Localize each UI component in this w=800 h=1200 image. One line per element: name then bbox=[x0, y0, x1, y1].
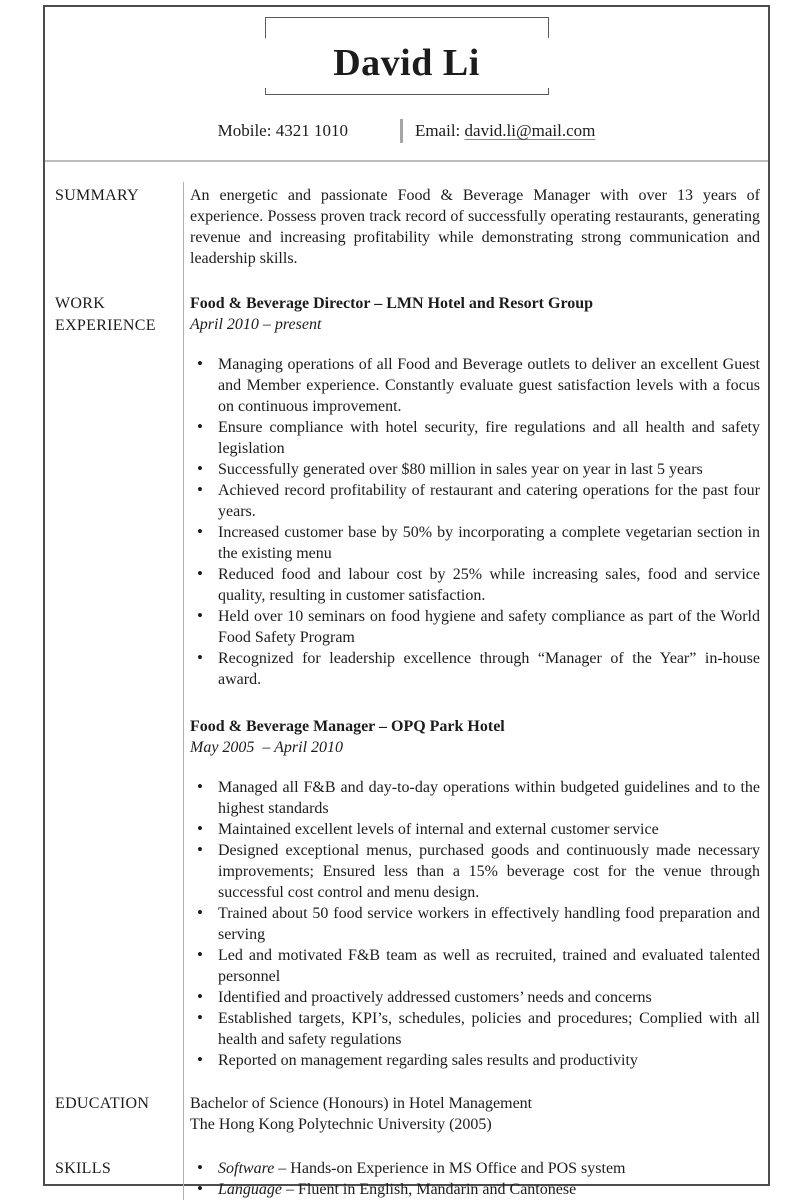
bullet-item: • Held over 10 seminars on food hygiene and safety compliance as part of the World Food Safety Program bbox=[218, 606, 760, 648]
skills-bullet-list bbox=[190, 1158, 760, 1200]
summary-label: SUMMARY bbox=[55, 187, 139, 204]
bullet-item: • Increased customer base by 50% by incorporating a complete vegetarian section in the existing menu bbox=[218, 522, 760, 564]
job-entry-1 bbox=[190, 293, 760, 690]
email-link[interactable]: david.li@mail.com bbox=[464, 121, 596, 140]
bullet-item: • Maintained excellent levels of internal and external customer service bbox=[218, 819, 760, 840]
bullet-item: • Managing operations of all Food and Beverage outlets to deliver an excellent Guest and Member experience. Constantly evaluate guest satisfaction levels with a focus on continuous improvement. bbox=[218, 354, 760, 417]
education-degree: Bachelor of Science (Honours) in Hotel Management bbox=[190, 1095, 533, 1112]
bullet-item: • Recognized for leadership excellence through “Manager of the Year” in-house award. bbox=[218, 648, 760, 690]
skill-description: – Fluent in English, Mandarin and Cantonese bbox=[286, 1181, 577, 1198]
bullet-item: • Achieved record profitability of restaurant and catering operations for the past four years. bbox=[218, 480, 760, 522]
skills-content bbox=[183, 1158, 768, 1200]
section-summary bbox=[45, 185, 768, 269]
section-education bbox=[45, 1093, 768, 1135]
skills-label: SKILLS bbox=[55, 1160, 112, 1177]
education-content bbox=[183, 1093, 768, 1135]
contact-line bbox=[45, 119, 768, 143]
section-work-experience bbox=[45, 293, 768, 1071]
mobile-label: Mobile: bbox=[217, 121, 272, 140]
skill-item bbox=[218, 1179, 760, 1200]
bullet-item: • Reported on management regarding sales results and productivity bbox=[218, 1050, 760, 1071]
job-entry-2 bbox=[190, 716, 760, 1071]
bullet-item: • Identified and proactively addressed customers’ needs and concerns bbox=[218, 987, 760, 1008]
job-dates: April 2010 – present bbox=[190, 316, 322, 333]
skill-term: Software bbox=[218, 1160, 275, 1177]
job-dates: May 2005 – April 2010 bbox=[190, 739, 344, 756]
bullet-item: • Ensure compliance with hotel security, fire regulations and all health and safety legislation bbox=[218, 417, 760, 459]
contact-divider bbox=[400, 119, 403, 143]
job-bullet-list bbox=[190, 354, 760, 690]
summary-content bbox=[183, 185, 768, 269]
bullet-item: • Trained about 50 food service workers in effectively handling food preparation and serving bbox=[218, 903, 760, 945]
bullet-item: • Reduced food and labour cost by 25% while increasing sales, food and service quality, resulting in customer satisfaction. bbox=[218, 564, 760, 606]
skill-description: – Hands-on Experience in MS Office and POS system bbox=[278, 1160, 626, 1177]
name-band bbox=[244, 38, 570, 88]
job-title: Food & Beverage Manager – OPQ Park Hotel bbox=[190, 718, 505, 735]
bullet-item: • Designed exceptional menus, purchased goods and continuously made necessary improvements; Ensured less than a 15% beverage cost for the venue through successful cost control and menu design. bbox=[218, 840, 760, 903]
summary-text: An energetic and passionate Food & Beverage Manager with over 13 years of experience. Possess proven track record of successfully operating restaurants, generating revenue and increasing profitability while demonstrating strong communication and leadership skills. bbox=[190, 187, 760, 267]
skill-term: Language bbox=[218, 1181, 282, 1198]
skill-item bbox=[218, 1158, 760, 1179]
mobile-value: 4321 1010 bbox=[275, 121, 348, 140]
email-label: Email: bbox=[414, 121, 461, 140]
resume-body bbox=[45, 162, 768, 1200]
bullet-item: • Managed all F&B and day-to-day operations within budgeted guidelines and to the highest standards bbox=[218, 777, 760, 819]
resume-header bbox=[45, 7, 768, 162]
bullet-item: • Led and motivated F&B team as well as recruited, trained and evaluated talented personnel bbox=[218, 945, 760, 987]
job-title: Food & Beverage Director – LMN Hotel and Resort Group bbox=[190, 295, 594, 312]
name-box bbox=[265, 17, 549, 95]
work-experience-label: WORK EXPERIENCE bbox=[55, 295, 156, 334]
education-school: The Hong Kong Polytechnic University (2005) bbox=[190, 1116, 492, 1133]
bullet-item: • Successfully generated over $80 million in sales year on year in last 5 years bbox=[218, 459, 760, 480]
section-skills bbox=[45, 1158, 768, 1200]
resume-page-frame bbox=[43, 5, 770, 1198]
work-experience-content bbox=[183, 293, 768, 1071]
education-label: EDUCATION bbox=[55, 1095, 150, 1112]
job-bullet-list bbox=[190, 777, 760, 1071]
bullet-item: • Established targets, KPI’s, schedules, policies and procedures; Complied with all health and safety regulations bbox=[218, 1008, 760, 1050]
candidate-name: David Li bbox=[333, 42, 480, 84]
